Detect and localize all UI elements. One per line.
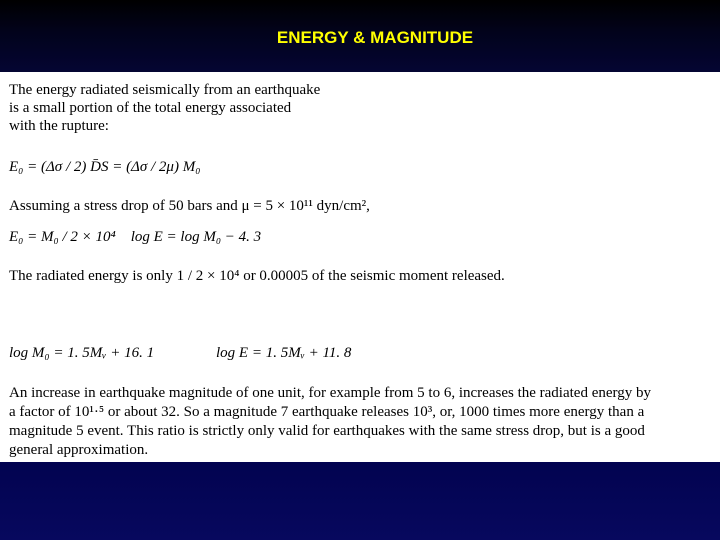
paragraph-line-2: a factor of 10¹·⁵ or about 32. So a magnitude 7 earthquake releases 10³, or, 1000 times more energy than a <box>9 404 645 420</box>
intro-line-1: The energy radiated seismically from an earthquake <box>9 82 321 98</box>
equation-radiated-energy: E₀ = (Δσ / 2) D̄S = (Δσ / 2μ) M₀ <box>9 159 201 175</box>
slide-title: ENERGY & MAGNITUDE <box>276 28 474 47</box>
equation-energy-moment: E₀ = M₀ / 2 × 10⁴ log E = log M₀ − 4. 3 <box>9 229 262 245</box>
intro-line-2: is a small portion of the total energy associated <box>9 100 292 116</box>
intro-line-3: with the rupture: <box>9 118 109 134</box>
footer-band <box>0 462 720 540</box>
stress-drop-assumption: Assuming a stress drop of 50 bars and μ = 5 × 10¹¹ dyn/cm², <box>9 198 370 214</box>
paragraph-line-4: general approximation. <box>9 442 149 458</box>
radiated-fraction-text: The radiated energy is only 1 / 2 × 10⁴ or 0.00005 of the seismic moment released. <box>9 268 505 284</box>
paragraph-line-3: magnitude 5 event. This ratio is strictly only valid for earthquakes with the same stress drop, but is a good <box>9 423 645 439</box>
content-panel <box>0 72 720 462</box>
equation-energy-magnitude: log E = 1. 5Mᵥ + 11. 8 <box>216 345 352 361</box>
equation-moment-magnitude: log M₀ = 1. 5Mᵥ + 16. 1 <box>9 345 155 361</box>
paragraph-line-1: An increase in earthquake magnitude of one unit, for example from 5 to 6, increases the radiated energy by <box>9 385 651 401</box>
